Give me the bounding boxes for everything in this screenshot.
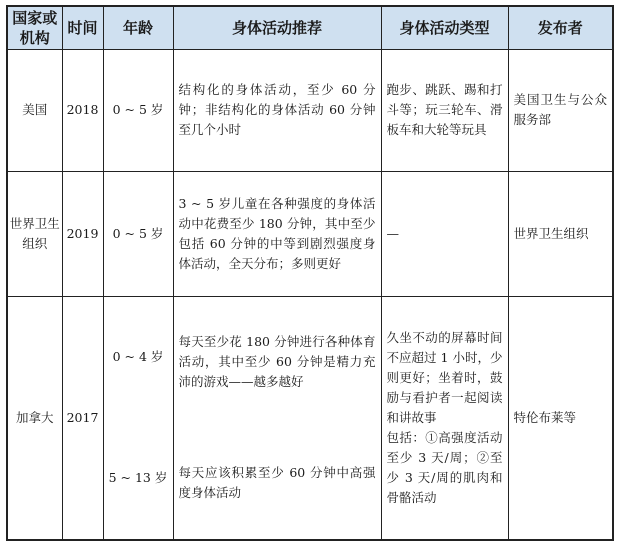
activity-guidelines-table [6,5,614,541]
header-publisher: 发布者 [508,6,613,49]
cell-types: — [381,171,508,296]
table-row [7,49,613,171]
cell-types: 跑步、跳跃、踢和打斗等；玩三轮车、滑板车和大轮等玩具 [381,49,508,171]
table-row [7,171,613,296]
cell-year: 2018 [62,49,103,171]
header-year: 时间 [62,6,103,49]
cell-age-group [103,296,173,540]
header-types: 身体活动类型 [381,6,508,49]
cell-recommendation-group [173,296,381,540]
cell-types: 久坐不动的屏幕时间不应超过 1 小时，少则更好；坐着时，鼓励与看护者一起阅读和讲故事 包括：①高强度活动至少 3 天/周；②至少 3 天/周的肌肉和骨骼活动 [381,296,508,540]
header-age: 年龄 [103,6,173,49]
cell-recommendation: 3 ~ 5 岁儿童在各种强度的身体活动中花费至少 180 分钟，其中至少包括 60 分钟的中等到剧烈强度身体活动，全天分布；多则更好 [173,171,381,296]
cell-publisher: 世界卫生组织 [508,171,613,296]
cell-year: 2017 [62,296,103,540]
cell-org: 世界卫生组织 [7,171,62,296]
recommendation-sub-1: 每天至少花 180 分钟进行各种体育活动，其中至少 60 分钟是精力充沛的游戏——越多越好 [178,334,376,389]
recommendation-sub-2: 每天应该积累至少 60 分钟中高强度身体活动 [178,465,376,500]
cell-age: 0 ~ 5 岁 [103,171,173,296]
header-org: 国家或机构 [7,6,62,49]
cell-org: 加拿大 [7,296,62,540]
cell-publisher: 特伦布莱等 [508,296,613,540]
cell-recommendation: 结构化的身体活动，至少 60 分钟；非结构化的身体活动 60 分钟至几个小时 [173,49,381,171]
table-row [7,296,613,540]
age-sub-1: 0 ~ 4 岁 [112,349,164,364]
cell-age: 0 ~ 5 岁 [103,49,173,171]
cell-year: 2019 [62,171,103,296]
cell-publisher: 美国卫生与公众服务部 [508,49,613,171]
cell-org: 美国 [7,49,62,171]
age-sub-2: 5 ~ 13 岁 [108,470,168,485]
table-header-row [7,6,613,49]
header-recommendation: 身体活动推荐 [173,6,381,49]
